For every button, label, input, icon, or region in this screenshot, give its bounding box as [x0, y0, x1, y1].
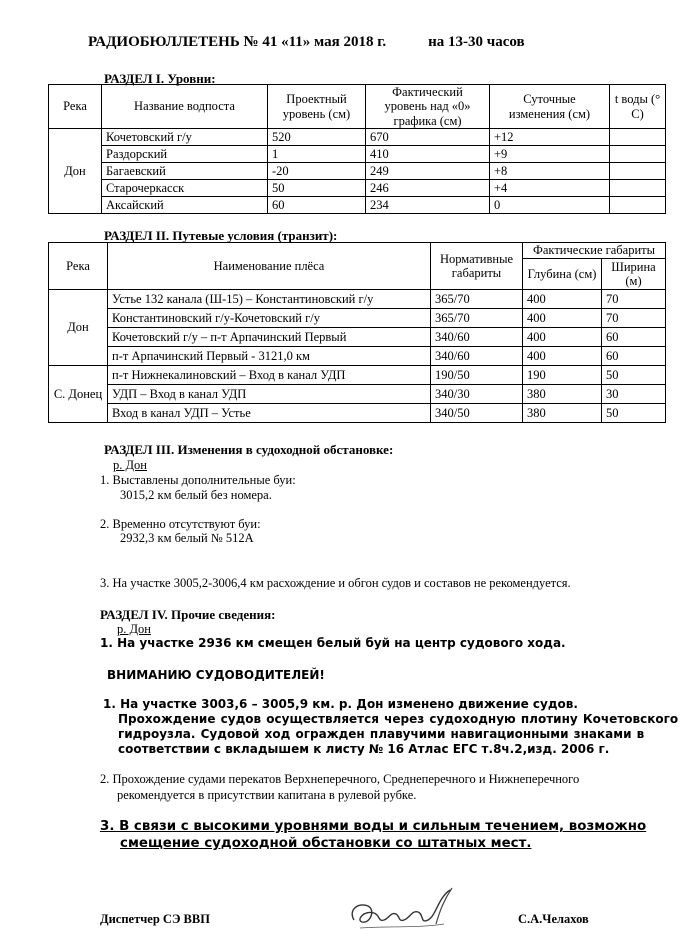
section3-item3: 3. На участке 3005,2-3006,4 км расхождение и обгон судов и составов не рекомендуется. [100, 576, 571, 590]
attention-item1-line3: гидроузла. Судовой ход огражден плавучими навигационными знаками в [118, 727, 645, 741]
depth-cell: 400 [523, 309, 602, 328]
col-daily-change: Суточные изменения (см) [490, 85, 610, 129]
depth-cell: 380 [523, 404, 602, 423]
depth-cell: 400 [523, 290, 602, 309]
temp-cell [610, 197, 666, 214]
norm-cell: 340/60 [431, 347, 523, 366]
design-cell: 60 [268, 197, 366, 214]
stretch-cell: Кочетовский г/у – п-т Арпачинский Первый [108, 328, 431, 347]
actual-cell: 234 [366, 197, 490, 214]
attention-heading: ВНИМАНИЮ СУДОВОДИТЕЛЕЙ! [107, 668, 325, 682]
river-cell: Дон [49, 129, 102, 214]
attention-item3-line2: смещение судоходной обстановки со штатных мест. [120, 836, 532, 851]
width-cell: 70 [602, 290, 666, 309]
actual-cell: 670 [366, 129, 490, 146]
attention-item3-line1: 3. В связи с высокими уровнями воды и сильным течением, возможно [100, 819, 647, 834]
bulletin-time: на 13-30 часов [428, 34, 525, 50]
table-row [49, 385, 666, 404]
width-cell: 70 [602, 309, 666, 328]
table-row [49, 129, 666, 146]
design-cell: 520 [268, 129, 366, 146]
section4-heading: РАЗДЕЛ IV. Прочие сведения: [100, 607, 276, 622]
attention-item2-line1: 2. Прохождение судами перекатов Верхнеперечного, Среднеперечного и Нижнеперечного [100, 772, 580, 786]
post-cell: Аксайский [102, 197, 268, 214]
design-cell: 50 [268, 180, 366, 197]
change-cell: +8 [490, 163, 610, 180]
temp-cell [610, 163, 666, 180]
signature-image [340, 880, 470, 940]
section3-item2-detail: 2932,3 км белый № 512А [120, 531, 254, 545]
river-cell: С. Донец [49, 366, 108, 423]
table-row [49, 290, 666, 309]
table-row [49, 180, 666, 197]
stretch-cell: п-т Арпачинский Первый - 3121,0 км [108, 347, 431, 366]
width-cell: 60 [602, 328, 666, 347]
route-table [48, 242, 666, 423]
section1-heading: РАЗДЕЛ I. Уровни: [104, 71, 216, 86]
table-row [49, 163, 666, 180]
section4-river: р. Дон [117, 622, 151, 636]
col-river: Река [49, 85, 102, 129]
width-cell: 50 [602, 366, 666, 385]
temp-cell [610, 180, 666, 197]
change-cell: +12 [490, 129, 610, 146]
post-cell: Кочетовский г/у [102, 129, 268, 146]
table-row [49, 197, 666, 214]
stretch-cell: УДП – Вход в канал УДП [108, 385, 431, 404]
norm-cell: 340/60 [431, 328, 523, 347]
route-header-row [49, 243, 666, 259]
actual-cell: 249 [366, 163, 490, 180]
norm-cell: 340/50 [431, 404, 523, 423]
norm-cell: 365/70 [431, 309, 523, 328]
footer-signatory: С.А.Челахов [518, 912, 589, 926]
footer-dispatcher: Диспетчер СЭ ВВП [100, 912, 210, 926]
col-design-level: Проектный уровень (см) [268, 85, 366, 129]
post-cell: Раздорский [102, 146, 268, 163]
col-actual-group: Фактические габариты [523, 243, 666, 259]
section4-item1: 1. На участке 2936 км смещен белый буй на центр судового хода. [100, 636, 566, 650]
depth-cell: 400 [523, 328, 602, 347]
stretch-cell: Вход в канал УДП – Устье [108, 404, 431, 423]
col-stretch: Наименование плёса [108, 243, 431, 290]
width-cell: 30 [602, 385, 666, 404]
change-cell: 0 [490, 197, 610, 214]
attention-item1-line4: соответствии с вкладышем к листу № 16 Атлас ЕГС т.8ч.2,изд. 2006 г. [118, 742, 610, 756]
attention-item1-line2: Прохождение судов осуществляется через судоходную плотину Кочетовского [118, 712, 679, 726]
temp-cell [610, 146, 666, 163]
col-post: Название водпоста [102, 85, 268, 129]
depth-cell: 380 [523, 385, 602, 404]
actual-cell: 410 [366, 146, 490, 163]
col-water-temp: t воды (° С) [610, 85, 666, 129]
section3-item2: 2. Временно отсутствуют буи: [100, 517, 261, 531]
table-row [49, 347, 666, 366]
levels-header-row [49, 85, 666, 129]
bulletin-title-text: РАДИОБЮЛЛЕТЕНЬ № 41 «11» мая 2018 г. [88, 34, 387, 50]
river-cell: Дон [49, 290, 108, 366]
table-row [49, 366, 666, 385]
stretch-cell: Константиновский г/у-Кочетовский г/у [108, 309, 431, 328]
norm-cell: 190/50 [431, 366, 523, 385]
col-actual-level: Фактический уровень над «0» графика (см) [366, 85, 490, 129]
attention-item2-line2: рекомендуется в присутствии капитана в рулевой рубке. [117, 788, 417, 802]
depth-cell: 400 [523, 347, 602, 366]
width-cell: 50 [602, 404, 666, 423]
change-cell: +4 [490, 180, 610, 197]
table-row [49, 309, 666, 328]
temp-cell [610, 129, 666, 146]
section3-item1-detail: 3015,2 км белый без номера. [120, 488, 272, 502]
norm-cell: 340/30 [431, 385, 523, 404]
table-row [49, 146, 666, 163]
col-width: Ширина (м) [602, 259, 666, 290]
col-river: Река [49, 243, 108, 290]
stretch-cell: п-т Нижнекалиновский – Вход в канал УДП [108, 366, 431, 385]
stretch-cell: Устье 132 канала (Ш-15) – Константиновский г/у [108, 290, 431, 309]
post-cell: Старочеркасск [102, 180, 268, 197]
width-cell: 60 [602, 347, 666, 366]
levels-table [48, 84, 666, 214]
section3-item1: 1. Выставлены дополнительные буи: [100, 473, 296, 487]
table-row [49, 328, 666, 347]
design-cell: 1 [268, 146, 366, 163]
col-depth: Глубина (см) [523, 259, 602, 290]
table-row [49, 404, 666, 423]
norm-cell: 365/70 [431, 290, 523, 309]
post-cell: Багаевский [102, 163, 268, 180]
bulletin-title [88, 34, 525, 51]
depth-cell: 190 [523, 366, 602, 385]
change-cell: +9 [490, 146, 610, 163]
section3-heading: РАЗДЕЛ III. Изменения в судоходной обстановке: [104, 442, 394, 457]
section2-heading: РАЗДЕЛ II. Путевые условия (транзит): [104, 228, 338, 243]
col-normative: Нормативные габариты [431, 243, 523, 290]
attention-item1-line1: 1. На участке 3003,6 – 3005,9 км. р. Дон изменено движение судов. [103, 697, 578, 711]
actual-cell: 246 [366, 180, 490, 197]
design-cell: -20 [268, 163, 366, 180]
section3-river: р. Дон [113, 458, 147, 472]
